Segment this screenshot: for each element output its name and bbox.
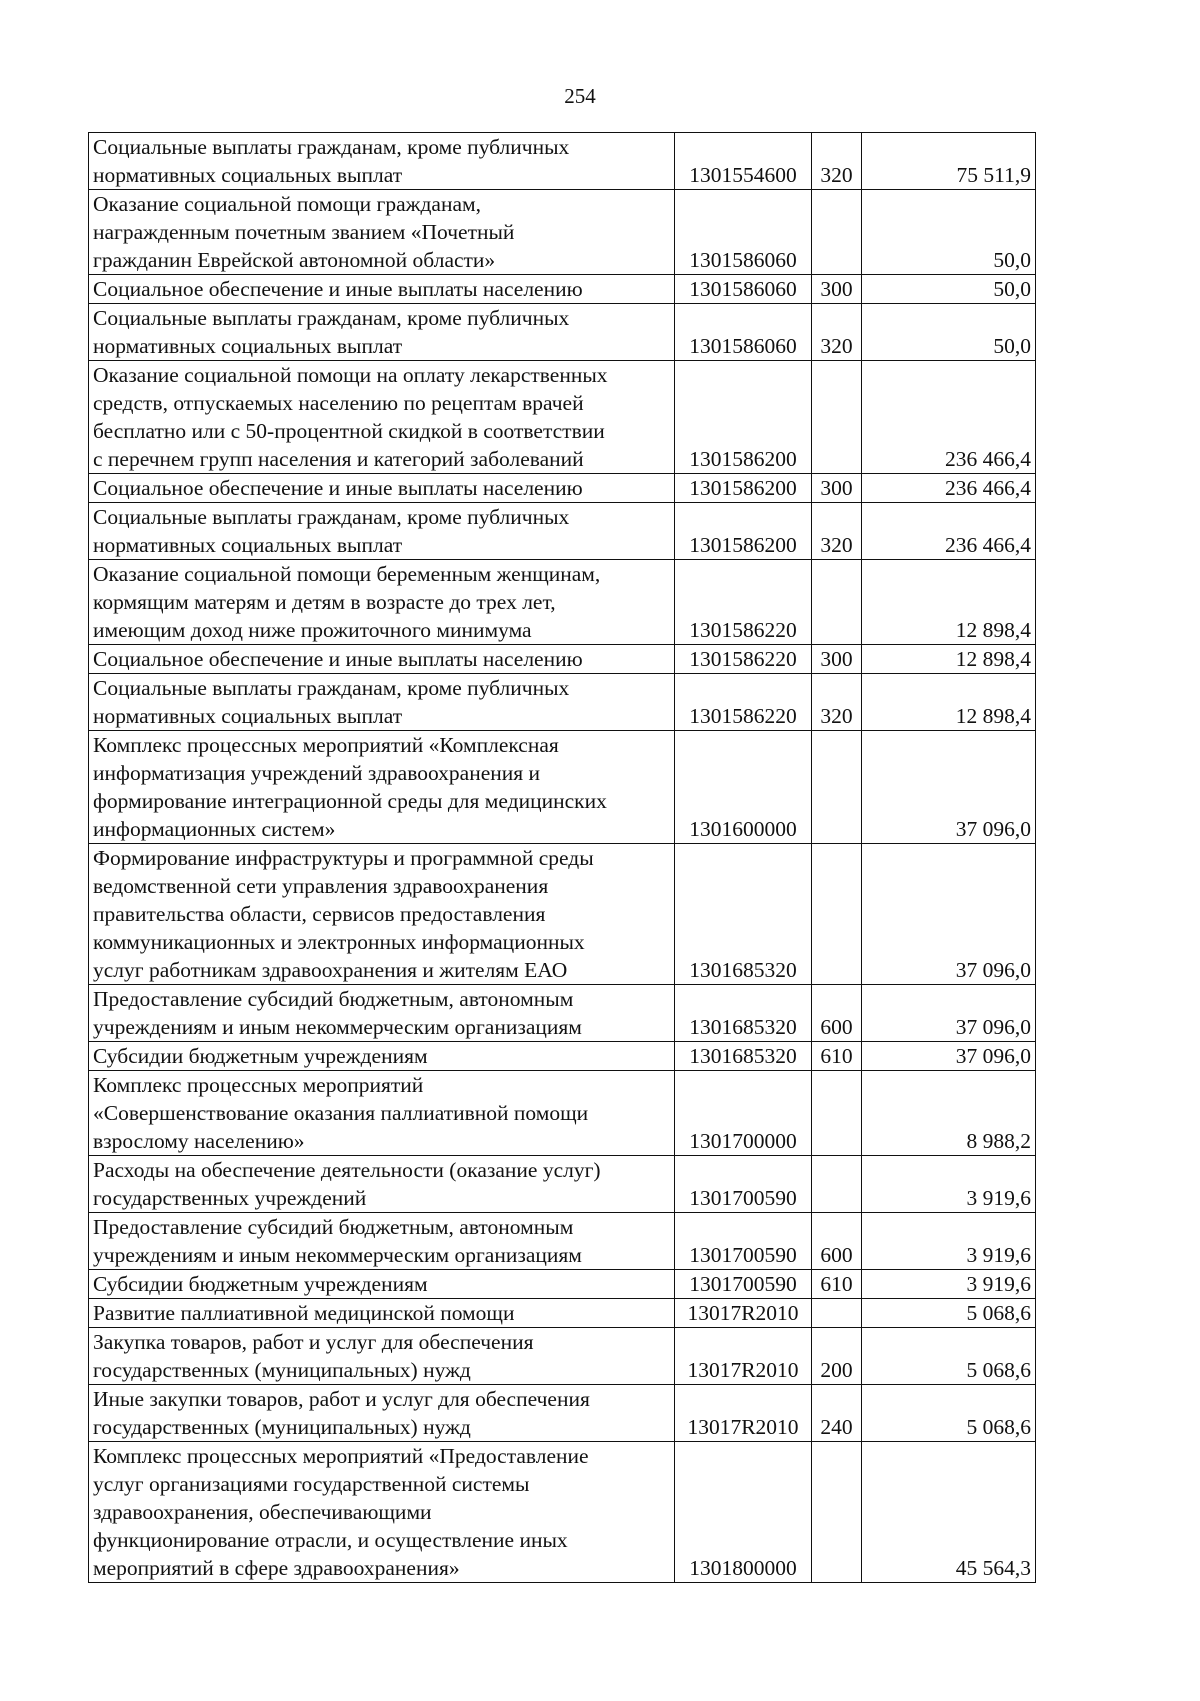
row-name: Субсидии бюджетным учреждениям (89, 1270, 675, 1299)
row-name: Развитие паллиативной медицинской помощи (89, 1299, 675, 1328)
row-expense-type: 600 (812, 985, 862, 1042)
row-expense-type (812, 731, 862, 844)
table-row (89, 1442, 1036, 1583)
table-row (89, 1213, 1036, 1270)
row-expense-type: 300 (812, 275, 862, 304)
table-row (89, 985, 1036, 1042)
table-row (89, 1156, 1036, 1213)
row-code: 1301586060 (675, 190, 812, 275)
table-row (89, 1071, 1036, 1156)
table-row (89, 503, 1036, 560)
row-name: Иные закупки товаров, работ и услуг для обеспечения государственных (муниципальных) нужд (89, 1385, 675, 1442)
table-row (89, 844, 1036, 985)
row-expense-type (812, 560, 862, 645)
table-row (89, 275, 1036, 304)
row-code: 1301700590 (675, 1156, 812, 1213)
table-row (89, 731, 1036, 844)
row-code: 1301586200 (675, 474, 812, 503)
row-name: Социальное обеспечение и иные выплаты населению (89, 275, 675, 304)
row-sum: 75 511,9 (862, 133, 1036, 190)
table-row (89, 304, 1036, 361)
table-row (89, 1328, 1036, 1385)
row-expense-type (812, 1071, 862, 1156)
row-code: 1301586200 (675, 503, 812, 560)
row-expense-type: 320 (812, 304, 862, 361)
row-sum: 45 564,3 (862, 1442, 1036, 1583)
row-name: Закупка товаров, работ и услуг для обеспечения государственных (муниципальных) нужд (89, 1328, 675, 1385)
row-code: 1301685320 (675, 1042, 812, 1071)
row-code: 1301586220 (675, 560, 812, 645)
row-expense-type: 610 (812, 1270, 862, 1299)
row-sum: 236 466,4 (862, 474, 1036, 503)
row-sum: 3 919,6 (862, 1156, 1036, 1213)
row-expense-type: 320 (812, 133, 862, 190)
row-expense-type (812, 361, 862, 474)
table-row (89, 1385, 1036, 1442)
row-expense-type: 200 (812, 1328, 862, 1385)
table-row (89, 674, 1036, 731)
row-expense-type (812, 1299, 862, 1328)
row-sum: 5 068,6 (862, 1299, 1036, 1328)
row-code: 1301800000 (675, 1442, 812, 1583)
table-row (89, 1299, 1036, 1328)
row-name: Комплекс процессных мероприятий «Предоставление услуг организациями государственной системы здравоохранения, обеспечивающими функционирование отрасли, и осуществление иных мероприятий в сфере здравоохранения» (89, 1442, 675, 1583)
row-code: 1301700000 (675, 1071, 812, 1156)
row-sum: 3 919,6 (862, 1270, 1036, 1299)
row-name: Социальное обеспечение и иные выплаты населению (89, 645, 675, 674)
table-row (89, 190, 1036, 275)
row-name: Оказание социальной помощи на оплату лекарственных средств, отпускаемых населению по рецептам врачей бесплатно или с 50-процентной скидкой в соответствии с перечнем групп населения и категорий заболеваний (89, 361, 675, 474)
table-row (89, 1042, 1036, 1071)
budget-table-body (89, 133, 1036, 1583)
row-code: 1301586200 (675, 361, 812, 474)
table-row (89, 645, 1036, 674)
row-name: Предоставление субсидий бюджетным, автономным учреждениям и иным некоммерческим организациям (89, 1213, 675, 1270)
row-code: 1301700590 (675, 1270, 812, 1299)
row-name: Расходы на обеспечение деятельности (оказание услуг) государственных учреждений (89, 1156, 675, 1213)
row-sum: 236 466,4 (862, 503, 1036, 560)
row-sum: 12 898,4 (862, 674, 1036, 731)
row-name: Предоставление субсидий бюджетным, автономным учреждениям и иным некоммерческим организациям (89, 985, 675, 1042)
row-sum: 236 466,4 (862, 361, 1036, 474)
row-sum: 50,0 (862, 190, 1036, 275)
row-code: 1301586220 (675, 674, 812, 731)
row-code: 13017R2010 (675, 1385, 812, 1442)
row-code: 1301554600 (675, 133, 812, 190)
row-expense-type (812, 1442, 862, 1583)
row-name: Комплекс процессных мероприятий «Комплексная информатизация учреждений здравоохранения и формирование интеграционной среды для медицинских информационных систем» (89, 731, 675, 844)
budget-table (88, 132, 1036, 1583)
row-sum: 5 068,6 (862, 1328, 1036, 1385)
row-code: 13017R2010 (675, 1328, 812, 1385)
row-code: 1301586060 (675, 275, 812, 304)
row-expense-type (812, 1156, 862, 1213)
page-number: 254 (564, 84, 596, 108)
row-code: 1301600000 (675, 731, 812, 844)
row-sum: 5 068,6 (862, 1385, 1036, 1442)
table-row (89, 474, 1036, 503)
row-expense-type: 320 (812, 674, 862, 731)
table-row (89, 361, 1036, 474)
row-sum: 37 096,0 (862, 844, 1036, 985)
row-expense-type: 320 (812, 503, 862, 560)
row-sum: 8 988,2 (862, 1071, 1036, 1156)
row-code: 1301586060 (675, 304, 812, 361)
row-expense-type (812, 844, 862, 985)
row-name: Субсидии бюджетным учреждениям (89, 1042, 675, 1071)
row-code: 1301685320 (675, 844, 812, 985)
row-expense-type: 300 (812, 645, 862, 674)
table-row (89, 133, 1036, 190)
row-name: Оказание социальной помощи гражданам, награжденным почетным званием «Почетный гражданин Еврейской автономной области» (89, 190, 675, 275)
row-sum: 3 919,6 (862, 1213, 1036, 1270)
row-sum: 12 898,4 (862, 560, 1036, 645)
row-name: Социальные выплаты гражданам, кроме публичных нормативных социальных выплат (89, 503, 675, 560)
row-name: Социальные выплаты гражданам, кроме публичных нормативных социальных выплат (89, 674, 675, 731)
row-sum: 50,0 (862, 275, 1036, 304)
table-row (89, 560, 1036, 645)
row-sum: 50,0 (862, 304, 1036, 361)
row-sum: 37 096,0 (862, 731, 1036, 844)
table-row (89, 1270, 1036, 1299)
row-expense-type: 240 (812, 1385, 862, 1442)
row-expense-type: 610 (812, 1042, 862, 1071)
row-expense-type: 600 (812, 1213, 862, 1270)
row-sum: 12 898,4 (862, 645, 1036, 674)
row-code: 1301685320 (675, 985, 812, 1042)
row-name: Формирование инфраструктуры и программной среды ведомственной сети управления здравоохранения правительства области, сервисов предоставления коммуникационных и электронных информационных услуг работникам здравоохранения и жителям ЕАО (89, 844, 675, 985)
row-expense-type (812, 190, 862, 275)
row-name: Социальные выплаты гражданам, кроме публичных нормативных социальных выплат (89, 304, 675, 361)
row-expense-type: 300 (812, 474, 862, 503)
row-name: Оказание социальной помощи беременным женщинам, кормящим матерям и детям в возрасте до трех лет, имеющим доход ниже прожиточного минимума (89, 560, 675, 645)
row-sum: 37 096,0 (862, 985, 1036, 1042)
row-sum: 37 096,0 (862, 1042, 1036, 1071)
row-name: Социальные выплаты гражданам, кроме публичных нормативных социальных выплат (89, 133, 675, 190)
row-code: 1301700590 (675, 1213, 812, 1270)
row-code: 13017R2010 (675, 1299, 812, 1328)
row-code: 1301586220 (675, 645, 812, 674)
row-name: Социальное обеспечение и иные выплаты населению (89, 474, 675, 503)
row-name: Комплекс процессных мероприятий «Совершенствование оказания паллиативной помощи взрослому населению» (89, 1071, 675, 1156)
